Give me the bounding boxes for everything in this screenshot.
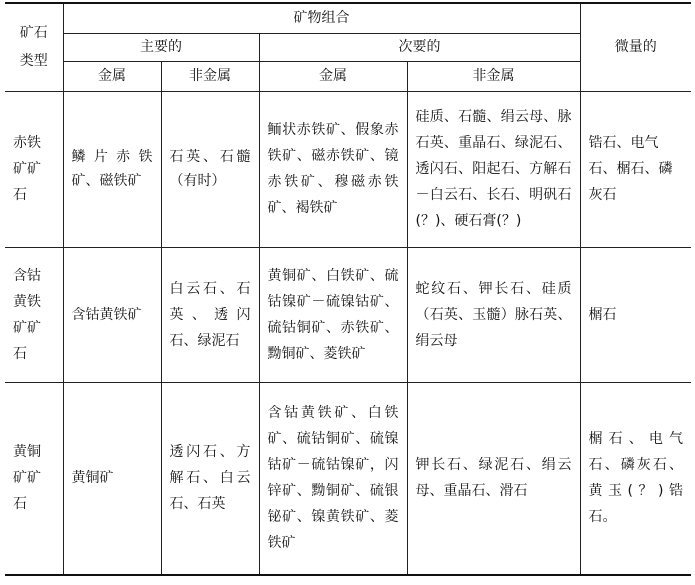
table-header — [5, 3, 691, 91]
cell-primary-nonmetal: 透闪石、方解石、白云石、石英 — [161, 382, 259, 575]
header-primary: 主要的 — [63, 33, 259, 61]
cell-secondary-metal: 鲕状赤铁矿、假象赤铁矿、磁赤铁矿、镜赤铁矿、穆磁赤铁矿、褐铁矿 — [259, 91, 407, 247]
header-primary-nonmetal: 非金属 — [161, 61, 259, 91]
cell-ore-type: 赤铁矿矿石 — [5, 91, 63, 247]
cell-primary-nonmetal: 石英、石髓（有时） — [161, 91, 259, 247]
cell-ore-type: 含钴黄铁矿矿石 — [5, 247, 63, 382]
header-secondary-nonmetal: 非金属 — [407, 61, 580, 91]
cell-primary-metal: 黄铜矿 — [63, 382, 161, 575]
header-trace: 微量的 — [580, 3, 691, 91]
cell-trace: 榍石、电气石、磷灰石、黄玉(？)锆石。 — [580, 382, 691, 575]
header-secondary: 次要的 — [259, 33, 580, 61]
cell-trace: 锆石、电气石、榍石、磷灰石 — [580, 91, 691, 247]
cell-primary-nonmetal: 白云石、石英、透闪石、绿泥石 — [161, 247, 259, 382]
ore-mineral-table — [5, 2, 691, 576]
header-secondary-metal: 金属 — [259, 61, 407, 91]
cell-ore-type: 黄铜矿矿石 — [5, 382, 63, 575]
table-row — [5, 382, 691, 575]
table-body — [5, 91, 691, 575]
cell-secondary-metal: 黄铜矿、白铁矿、硫钴镍矿－硫镍钴矿、硫钴铜矿、赤铁矿、黝铜矿、菱铁矿 — [259, 247, 407, 382]
cell-trace: 榍石 — [580, 247, 691, 382]
cell-secondary-nonmetal: 蛇纹石、钾长石、硅质（石英、玉髓）脉石英、绢云母 — [407, 247, 580, 382]
header-ore-type: 矿石 类型 — [5, 3, 63, 91]
cell-primary-metal: 含钴黄铁矿 — [63, 247, 161, 382]
cell-secondary-nonmetal: 硅质、石髓、绢云母、脉石英、重晶石、绿泥石、透闪石、阳起石、方解石－白云石、长石、明矾石(？)、硬石膏(？) — [407, 91, 580, 247]
table-row — [5, 247, 691, 382]
header-row-1 — [5, 3, 691, 33]
header-mineral-assemblage: 矿物组合 — [63, 3, 580, 33]
table-row — [5, 91, 691, 247]
cell-secondary-nonmetal: 钾长石、绿泥石、绢云母、重晶石、滑石 — [407, 382, 580, 575]
cell-primary-metal: 鳞片赤铁矿、磁铁矿 — [63, 91, 161, 247]
header-primary-metal: 金属 — [63, 61, 161, 91]
cell-secondary-metal: 含钴黄铁矿、白铁矿、硫钴铜矿、硫镍钴矿－硫钴镍矿，闪锌矿、黝铜矿、硫银铋矿、镍黄铁矿、菱铁矿 — [259, 382, 407, 575]
